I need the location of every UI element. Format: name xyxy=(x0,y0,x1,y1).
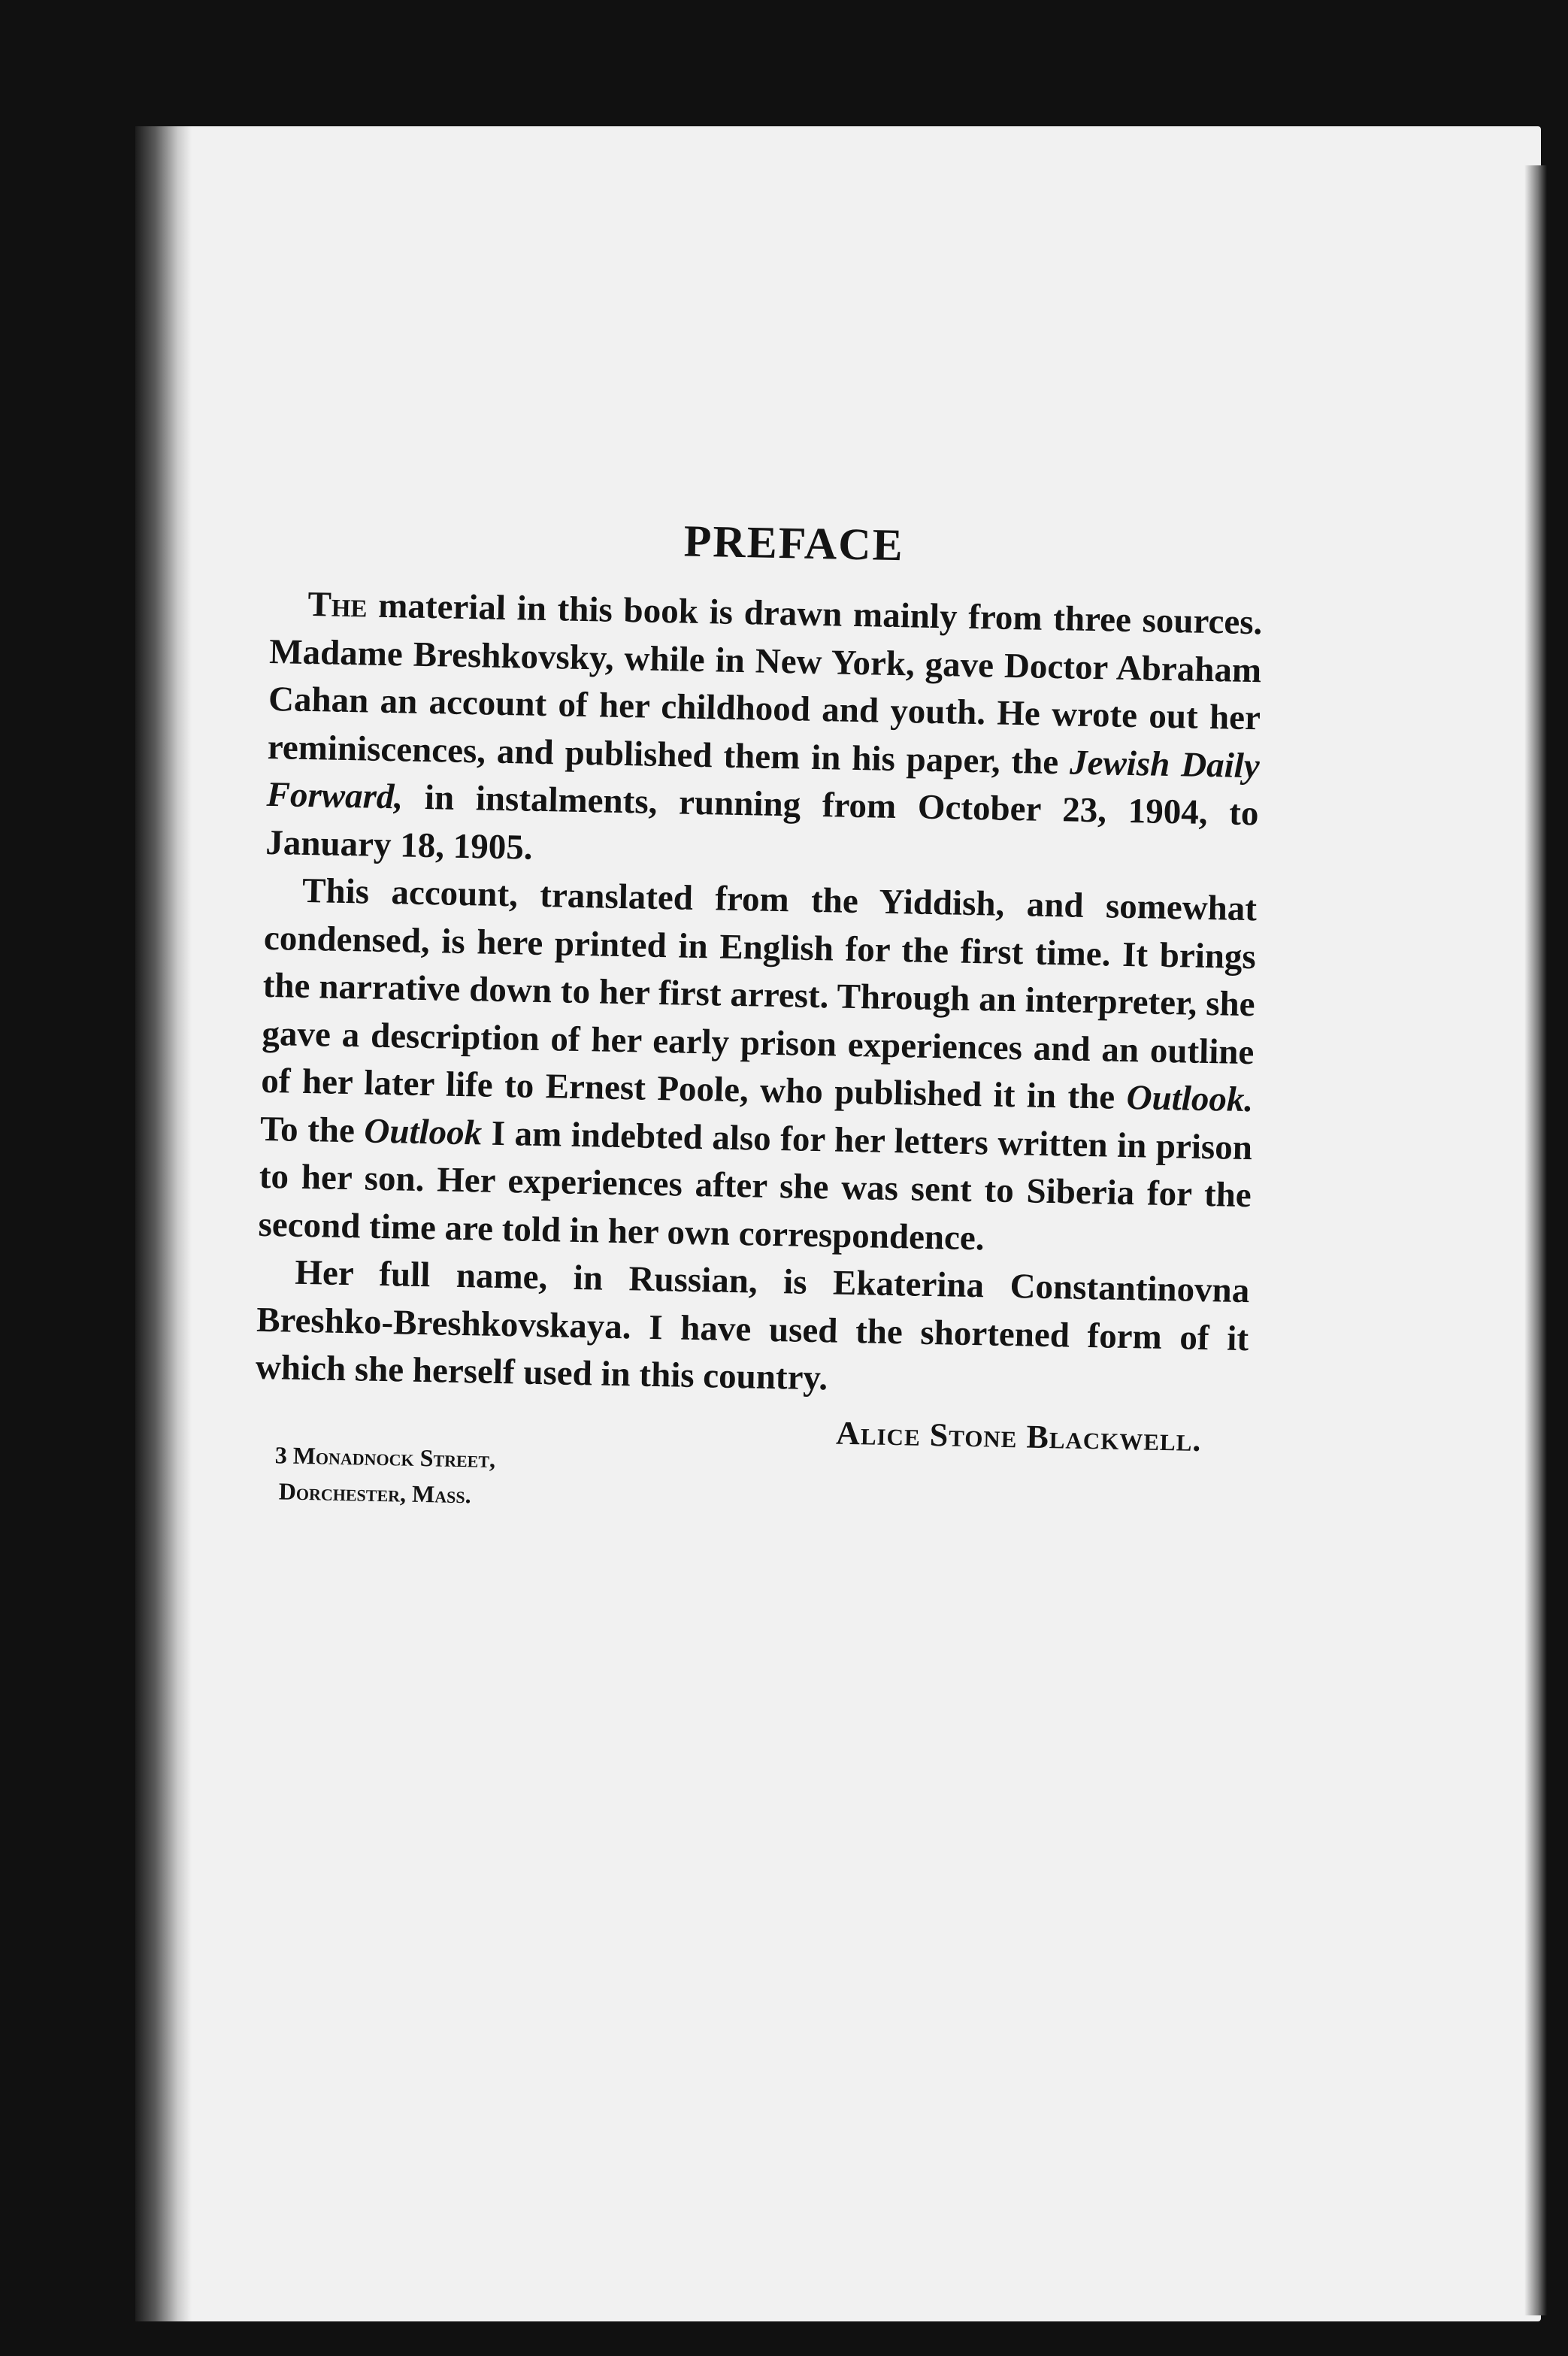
paragraph-2 xyxy=(258,867,1258,1267)
preface-text-block xyxy=(253,507,1264,1528)
author-signature: Alice Stone Blackwell. xyxy=(835,1414,1202,1458)
paragraph-2-part3: I am indebted also for her letters written in prison to her son. Her experiences after she was sent to Siberia for the second time are told in her own correspondence. xyxy=(258,1113,1253,1258)
paragraph-2-part1: This account, translated from the Yiddish, and somewhat condensed, is here printed in English for the first time. It brings the narrative down to her first arrest. Through an interpreter, she gave a description of her early prison experiences and an outline of her later life to Ernest Poole, who published it in the xyxy=(260,871,1258,1117)
paragraph-1-italic: Jewish Daily Forward, xyxy=(266,742,1261,817)
paragraph-2-part2: To the xyxy=(259,1109,365,1150)
page-title: PREFACE xyxy=(683,516,905,571)
paragraph-2-italic2: Outlook xyxy=(363,1111,483,1153)
paragraph-1 xyxy=(265,580,1263,886)
paragraph-3 xyxy=(255,1249,1249,1411)
address-line-2: Dorchester, Mass. xyxy=(278,1476,472,1508)
paragraph-2-italic1: Outlook. xyxy=(1126,1077,1254,1120)
paragraph-1-lead: The xyxy=(307,584,368,625)
address-line-1: 3 Monadnock Street, xyxy=(274,1440,496,1473)
paragraph-1-text: material in this book is drawn mainly from three sources. Madame Breshkovsky, while in New York, gave Doctor Abraham Cahan an account of her childhood and youth. He wrote out her reminiscences, and published them in his paper, the xyxy=(267,586,1263,782)
page-binding-shadow xyxy=(135,126,192,2321)
paragraph-1-tail: in instalments, running from October 23, 1904, to January 18, 1905. xyxy=(265,777,1259,868)
page-right-edge xyxy=(1524,165,1547,2315)
paragraph-3-text: Her full name, in Russian, is Ekaterina Constantinovna Breshko-Breshkovskaya. I have used the shortened form of it which she herself used in this country. xyxy=(255,1252,1250,1398)
